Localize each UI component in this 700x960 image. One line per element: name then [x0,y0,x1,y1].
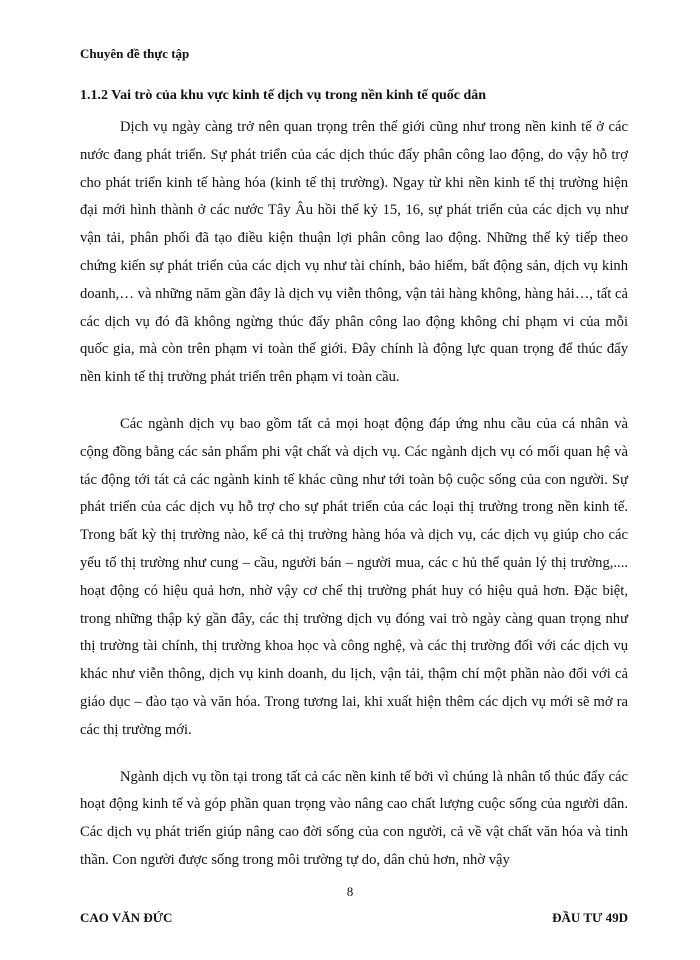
body-paragraph: Dịch vụ ngày càng trở nên quan trọng trên thế giới cũng như trong nền kinh tế ở các nước đang phát triển. Sự phát triển của các dịch thúc đẩy phân công lao động, do vậy hỗ trợ cho phát triển kinh tế hàng hóa (kinh tế thị trường). Ngay từ khi nền kinh tế thị trường hiện đại mới hình thành ở các nước Tây Âu hồi thế kỷ 15, 16, sự phát triển của các dịch vụ như vận tải, phân phối đã tạo điều kiện thuận lợi phân công lao động. Những thế kỷ tiếp theo chứng kiến sự phát triển của các dịch vụ như tài chính, bảo hiểm, bất động sản, dịch vụ kinh doanh,… và những năm gần đây là dịch vụ viễn thông, vận tải hàng không, hàng hải…, tất cả các dịch vụ đó đã không ngừng thúc đẩy phân công lao động không chỉ phạm vi của mỗi quốc gia, mà còn trên phạm vi toàn thế giới. Đây chính là động lực quan trọng để thúc đẩy nền kinh tế thị trường phát triển trên phạm vi toàn cầu. [80,119,628,386]
page-number: 8 [346,884,354,899]
footer-author: CAO VĂN ĐỨC [80,910,173,925]
body-paragraph: Ngành dịch vụ tồn tại trong tất cả các nền kinh tế bởi vì chúng là nhân tố thúc đẩy các hoạt động kinh tế và góp phần quan trọng vào nâng cao chất lượng cuộc sống của người dân. Các dịch vụ phát triển giúp nâng cao đời sống của con người, cả về vật chất văn hóa và tinh thần. Con người được sống trong môi trường tự do, dân chủ hơn, nhờ vậy [80,768,628,868]
section-title: 1.1.2 Vai trò của khu vực kinh tế dịch vụ trong nền kinh tế quốc dân [80,88,487,103]
footer-class: ĐẦU TƯ 49D [552,910,628,925]
body-paragraph: Các ngành dịch vụ bao gồm tất cả mọi hoạt động đáp ứng nhu cầu của cá nhân và cộng đồng bằng các sản phẩm phi vật chất và dịch vụ. Các ngành dịch vụ có mối quan hệ và tác động tới tát cả các ngành kinh tế khác cũng như tới toàn bộ cuộc sống của con người. Sự phát triển của các dịch vụ hỗ trợ cho sự phát triển của các loại thị trường trong nền kinh tế. Trong bất kỳ thị trường nào, kể cả thị trường hàng hóa và dịch vụ, các dịch vụ giúp cho các yếu tố thị trường như cung – cầu, người bán – người mua, các c hủ thể quản lý thị trường,.... hoạt động có hiệu quả hơn, nhờ vậy cơ chế thị trường phát huy có hiệu quả hơn. Đặc biệt, trong những thập kỷ gần đây, các thị trường dịch vụ đóng vai trò ngày càng quan trọng như thị trường tài chính, thị trường khoa học và công nghệ, và các thị trường đối với các dịch vụ khác như viễn thông, dịch vụ kinh doanh, du lịch, vận tải, thậm chí một phần nào đối với cả giáo dục – đào tạo và văn hóa. Trong tương lai, khi xuất hiện thêm các dịch vụ mới sẽ mở ra các thị trường mới. [80,415,628,738]
running-header: Chuyên đề thực tập [80,46,190,61]
document-body [80,114,628,875]
